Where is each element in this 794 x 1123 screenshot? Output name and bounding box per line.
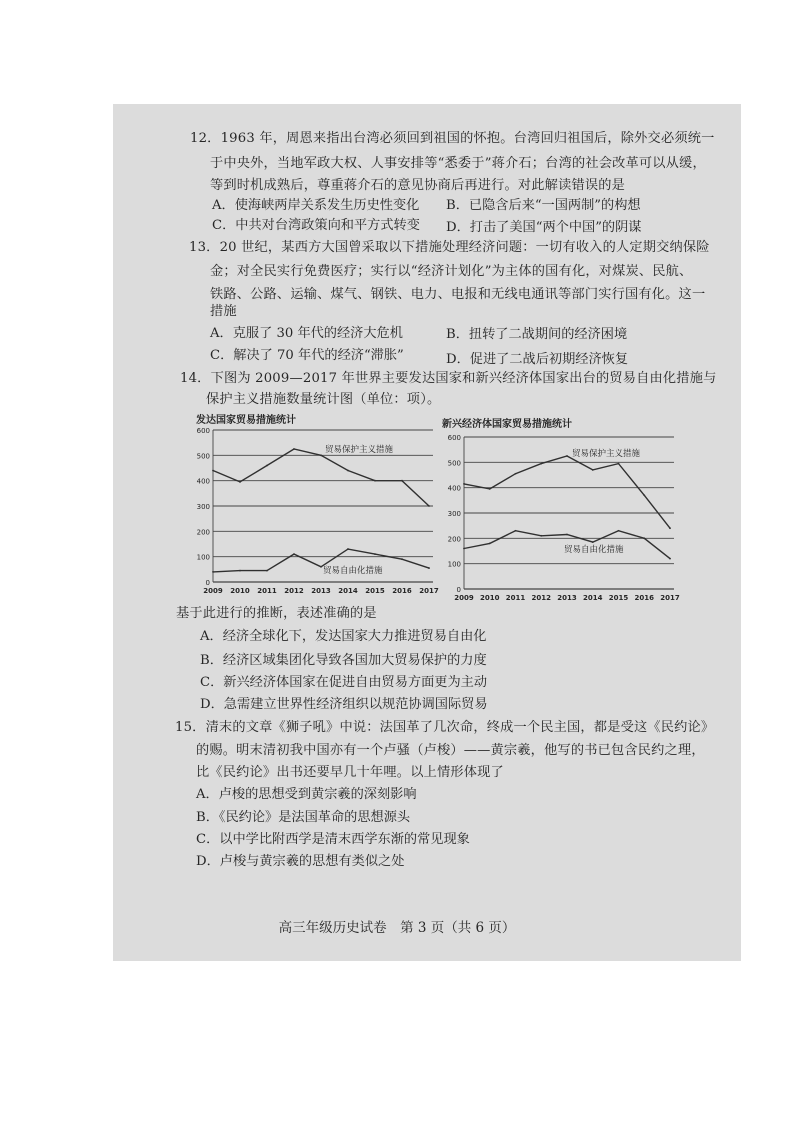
q14-option-c[interactable]: C．新兴经济体国家在促进自由贸易方面更为主动: [200, 675, 488, 690]
q12-line-3: 等到时机成熟后，尊重蒋介石的意见协商后再进行。对此解读错误的是: [210, 178, 626, 193]
data-point: [463, 483, 465, 485]
q13-option-c[interactable]: C．解决了 70 年代的经济“滞胀”: [210, 348, 404, 363]
data-point: [669, 527, 671, 529]
series-line-liberalization: [213, 549, 429, 572]
q14-option-a[interactable]: A．经济全球化下，发达国家大力推进贸易自由化: [200, 629, 487, 644]
y-tick-label: 0: [456, 586, 461, 594]
chart-emerging-economies: [440, 425, 680, 605]
q15-option-a[interactable]: A．卢梭的思想受到黄宗羲的深刻影响: [196, 787, 417, 802]
data-point: [618, 530, 620, 532]
data-point: [347, 470, 349, 472]
chart-2-title: 新兴经济体国家贸易措施统计: [442, 419, 572, 430]
x-tick-label: 2015: [365, 587, 385, 595]
y-tick-label: 100: [447, 560, 461, 569]
q15-option-b[interactable]: B．《民约论》是法国革命的思想源头: [196, 810, 411, 825]
q13-line-1: 13．20 世纪，某西方大国曾采取以下措施处理经济问题：一切有收入的人定期交纳保险: [189, 240, 710, 255]
x-tick-label: 2014: [583, 594, 603, 602]
y-tick-label: 100: [196, 553, 210, 562]
q12-option-c[interactable]: C．中共对台湾政策向和平方式转变: [212, 218, 420, 233]
data-point: [515, 530, 517, 532]
data-point: [320, 566, 322, 568]
data-point: [239, 570, 241, 572]
x-tick-label: 2010: [230, 587, 250, 595]
data-point: [266, 465, 268, 467]
data-point: [618, 463, 620, 465]
q14-option-b[interactable]: B．经济区域集团化导致各国加大贸易保护的力度: [200, 653, 487, 668]
x-tick-label: 2013: [311, 587, 331, 595]
data-point: [212, 470, 214, 472]
x-tick-label: 2011: [257, 587, 277, 595]
q15-option-c[interactable]: C．以中学比附西学是清末西学东渐的常见现象: [196, 832, 470, 847]
x-tick-label: 2009: [203, 587, 223, 595]
q12-option-a[interactable]: A．使海峡两岸关系发生历史性变化: [212, 198, 420, 213]
series-label-protection: 贸易保护主义措施: [325, 445, 394, 455]
x-tick-label: 2017: [660, 594, 680, 602]
data-point: [239, 481, 241, 483]
q13-line-3: 铁路、公路、运输、煤气、钢铁、电力、电报和无线电通讯等部门实行国有化。这一: [210, 287, 706, 302]
data-point: [374, 480, 376, 482]
x-tick-label: 2016: [392, 587, 412, 595]
q12-line-2: 于中央外，当地军政大权、人事安排等“悉委于”蒋介石；台湾的社会改革可以从缓，: [210, 156, 706, 171]
q14-stem: 基于此进行的推断，表述准确的是: [176, 606, 377, 621]
y-tick-label: 300: [447, 510, 461, 518]
y-tick-label: 300: [196, 503, 210, 511]
y-tick-label: 600: [196, 427, 210, 435]
y-tick-label: 500: [196, 452, 210, 461]
q12-option-d[interactable]: D．打击了美国“两个中国”的阴谋: [446, 220, 642, 235]
chart-1-title: 发达国家贸易措施统计: [196, 415, 296, 426]
data-point: [266, 570, 268, 572]
q14-option-d[interactable]: D．急需建立世界性经济组织以规范协调国际贸易: [200, 697, 488, 712]
y-tick-label: 500: [447, 459, 461, 468]
data-point: [566, 534, 568, 536]
data-point: [401, 558, 403, 560]
series-label-protection: 贸易保护主义措施: [572, 449, 641, 459]
x-tick-label: 2013: [557, 594, 577, 602]
page-footer: 高三年级历史试卷 第 3 页（共 6 页）: [278, 920, 516, 936]
q15-option-d[interactable]: D．卢梭与黄宗羲的思想有类似之处: [196, 854, 405, 869]
y-tick-label: 200: [196, 528, 210, 537]
data-point: [212, 571, 214, 573]
data-point: [489, 488, 491, 490]
q13-option-a[interactable]: A．克服了 30 年代的经济大危机: [210, 326, 403, 341]
q15-line-2: 的赐。明末清初我中国亦有一个卢骚（卢梭）——黄宗羲，他写的书已包含民约之理，: [196, 743, 705, 758]
x-tick-label: 2012: [531, 594, 551, 602]
q15-line-3: 比《民约论》出书还要早几十年哩。以上情形体现了: [196, 765, 504, 780]
data-point: [669, 558, 671, 560]
series-label-liberalization: 贸易自由化措施: [564, 545, 624, 555]
data-point: [463, 548, 465, 550]
q13-line-2: 金；对全民实行免费医疗；实行以“经济计划化”为主体的国有化，对煤炭、民航、: [210, 264, 693, 279]
data-point: [540, 463, 542, 465]
y-tick-label: 400: [196, 477, 210, 486]
x-tick-label: 2011: [505, 594, 526, 602]
chart-developed-countries: [193, 420, 439, 602]
data-point: [643, 494, 645, 496]
series-line-protection: [213, 449, 429, 506]
y-tick-label: 0: [205, 579, 210, 587]
q15-line-1: 15．清末的文章《狮子吼》中说：法国革了几次命，终成一个民主国，都是受这《民约论》: [175, 720, 715, 735]
data-point: [374, 553, 376, 555]
data-point: [293, 448, 295, 450]
x-tick-label: 2012: [284, 587, 304, 595]
data-point: [643, 537, 645, 539]
data-point: [320, 454, 322, 456]
q14-line-1: 14．下图为 2009—2017 年世界主要发达国家和新兴经济体国家出台的贸易自由化措施与: [180, 371, 717, 386]
data-point: [592, 469, 594, 471]
x-tick-label: 2014: [338, 587, 358, 595]
q13-option-d[interactable]: D．促进了二战后初期经济恢复: [446, 352, 629, 367]
data-point: [401, 480, 403, 482]
q13-option-b[interactable]: B．扭转了二战期间的经济困境: [446, 327, 628, 342]
x-tick-label: 2016: [634, 594, 654, 602]
series-label-liberalization: 贸易自由化措施: [323, 566, 383, 576]
q14-line-2: 保护主义措施数量统计图（单位：项）。: [206, 392, 441, 407]
q13-line-4: 措施: [210, 304, 237, 319]
data-point: [515, 473, 517, 475]
data-point: [566, 455, 568, 457]
y-tick-label: 200: [447, 535, 461, 544]
data-point: [293, 553, 295, 555]
x-tick-label: 2017: [419, 587, 439, 595]
data-point: [347, 548, 349, 550]
data-point: [592, 541, 594, 543]
data-point: [489, 543, 491, 545]
x-tick-label: 2010: [480, 594, 500, 602]
data-point: [428, 567, 430, 569]
data-point: [540, 535, 542, 537]
q12-option-b[interactable]: B．已隐含后来“一国两制”的构想: [446, 198, 641, 213]
x-tick-label: 2009: [454, 594, 474, 602]
q12-line-1: 12．1963 年，周恩来指出台湾必须回到祖国的怀抱。台湾回归祖国后，除外交必须统一: [190, 131, 715, 146]
series-line-protection: [464, 456, 670, 528]
data-point: [428, 505, 430, 507]
x-tick-label: 2015: [608, 594, 629, 602]
y-tick-label: 600: [447, 434, 461, 442]
y-tick-label: 400: [447, 484, 461, 493]
